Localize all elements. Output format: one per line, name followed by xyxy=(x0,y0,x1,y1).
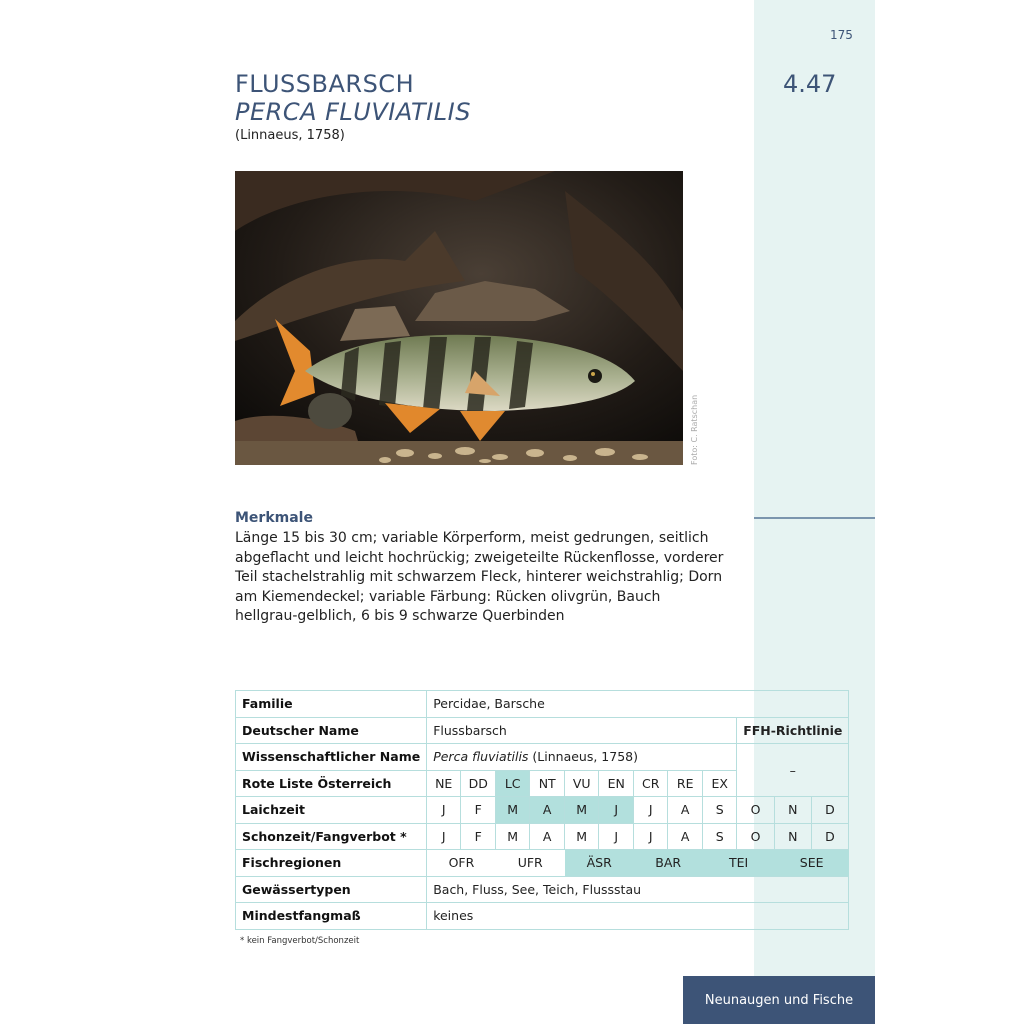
laichzeit-month: F xyxy=(461,797,496,824)
page-number: 175 xyxy=(830,28,853,42)
table-row-familie xyxy=(236,691,849,718)
rote-liste-cell: RE xyxy=(668,770,703,797)
laichzeit-month-highlighted: M xyxy=(496,797,530,824)
chapter-footer xyxy=(683,976,875,1024)
footnote: * kein Fangverbot/Schonzeit xyxy=(240,936,360,946)
photo-credit: Foto: C. Ratschan xyxy=(690,394,699,465)
deutscher-name-label: Deutscher Name xyxy=(236,717,427,744)
ffh-value: – xyxy=(737,744,849,797)
merkmale-heading: Merkmale xyxy=(235,510,313,526)
mindestfangmass-label: Mindestfangmaß xyxy=(236,903,427,930)
table-row-schonzeit xyxy=(236,823,849,850)
schonzeit-month: O xyxy=(737,823,775,850)
schonzeit-month: A xyxy=(668,823,703,850)
schonzeit-label: Schonzeit/Fangverbot * xyxy=(236,823,427,850)
deutscher-name-value: Flussbarsch xyxy=(427,717,737,744)
laichzeit-month: S xyxy=(703,797,737,824)
familie-value: Percidae, Barsche xyxy=(427,691,849,718)
fish-photo xyxy=(235,171,683,465)
rote-liste-cell: VU xyxy=(565,770,599,797)
schonzeit-month: D xyxy=(811,823,849,850)
laichzeit-month: J xyxy=(634,797,668,824)
wiss-name-label: Wissenschaftlicher Name xyxy=(236,744,427,771)
rote-liste-cell: EX xyxy=(703,770,737,797)
laichzeit-month-highlighted: A xyxy=(530,797,565,824)
table-row-fischregionen xyxy=(236,850,849,877)
rote-liste-cell: NT xyxy=(530,770,565,797)
fischregion-cell-highlighted: ÄSR xyxy=(565,850,634,877)
schonzeit-month: J xyxy=(634,823,668,850)
laichzeit-month-highlighted: J xyxy=(599,797,634,824)
table-row-wiss-name xyxy=(236,744,849,771)
section-number: 4.47 xyxy=(783,70,837,98)
gewaessertypen-value: Bach, Fluss, See, Teich, Flussstau xyxy=(427,876,849,903)
rote-liste-label: Rote Liste Österreich xyxy=(236,770,427,797)
laichzeit-month: J xyxy=(427,797,461,824)
side-divider xyxy=(754,517,875,519)
wiss-name-value xyxy=(427,744,737,771)
gewaessertypen-label: Gewässertypen xyxy=(236,876,427,903)
species-common-name: FLUSSBARSCH xyxy=(235,70,415,98)
fischregion-cell: OFR xyxy=(427,850,496,877)
laichzeit-month: O xyxy=(737,797,775,824)
wiss-name-rest: (Linnaeus, 1758) xyxy=(528,749,638,765)
laichzeit-month: N xyxy=(774,797,811,824)
merkmale-text: Länge 15 bis 30 cm; variable Körperform, meist gedrungen, seitlich abgeflacht und leicht hochrückig; zweigeteilte Rückenflosse, vorderer Teil stachelstrahlig mit schwarzem Fleck, hinterer weichstrahlig; Dorn am Kiemendeckel; variable Färbung: Rücken olivgrün, Bauch hellgrau-gelblich, 6 bis 9 schwarze Querbinden xyxy=(235,530,724,625)
laichzeit-month: D xyxy=(811,797,849,824)
table-row-mindestfangmass xyxy=(236,903,849,930)
schonzeit-month: A xyxy=(530,823,565,850)
schonzeit-month: N xyxy=(774,823,811,850)
species-scientific-name: PERCA FLUVIATILIS xyxy=(235,98,471,126)
laichzeit-label: Laichzeit xyxy=(236,797,427,824)
rote-liste-cell: NE xyxy=(427,770,461,797)
schonzeit-month: M xyxy=(496,823,530,850)
schonzeit-month: M xyxy=(565,823,599,850)
rote-liste-cell-highlighted: LC xyxy=(496,770,530,797)
table-row-gewaessertypen xyxy=(236,876,849,903)
rote-liste-cell: DD xyxy=(461,770,496,797)
wiss-name-italic: Perca fluviatilis xyxy=(433,749,529,765)
mindestfangmass-value: keines xyxy=(427,903,849,930)
fischregionen-label: Fischregionen xyxy=(236,850,427,877)
ffh-label: FFH-Richtlinie xyxy=(737,717,849,744)
fischregion-cell-highlighted: BAR xyxy=(634,850,703,877)
table-row-deutscher-name xyxy=(236,717,849,744)
schonzeit-month: J xyxy=(427,823,461,850)
species-authority: (Linnaeus, 1758) xyxy=(235,128,345,143)
schonzeit-month: J xyxy=(599,823,634,850)
laichzeit-month-highlighted: M xyxy=(565,797,599,824)
fischregion-cell-highlighted: SEE xyxy=(774,850,848,877)
rote-liste-cell: CR xyxy=(634,770,668,797)
schonzeit-month: S xyxy=(703,823,737,850)
species-info-table xyxy=(235,690,849,930)
fischregion-cell: UFR xyxy=(496,850,565,877)
fischregion-cell-highlighted: TEI xyxy=(703,850,775,877)
table-row-laichzeit xyxy=(236,797,849,824)
chapter-title: Neunaugen und Fische xyxy=(704,992,854,1008)
rote-liste-cell: EN xyxy=(599,770,634,797)
schonzeit-month: F xyxy=(461,823,496,850)
familie-label: Familie xyxy=(236,691,427,718)
laichzeit-month: A xyxy=(668,797,703,824)
